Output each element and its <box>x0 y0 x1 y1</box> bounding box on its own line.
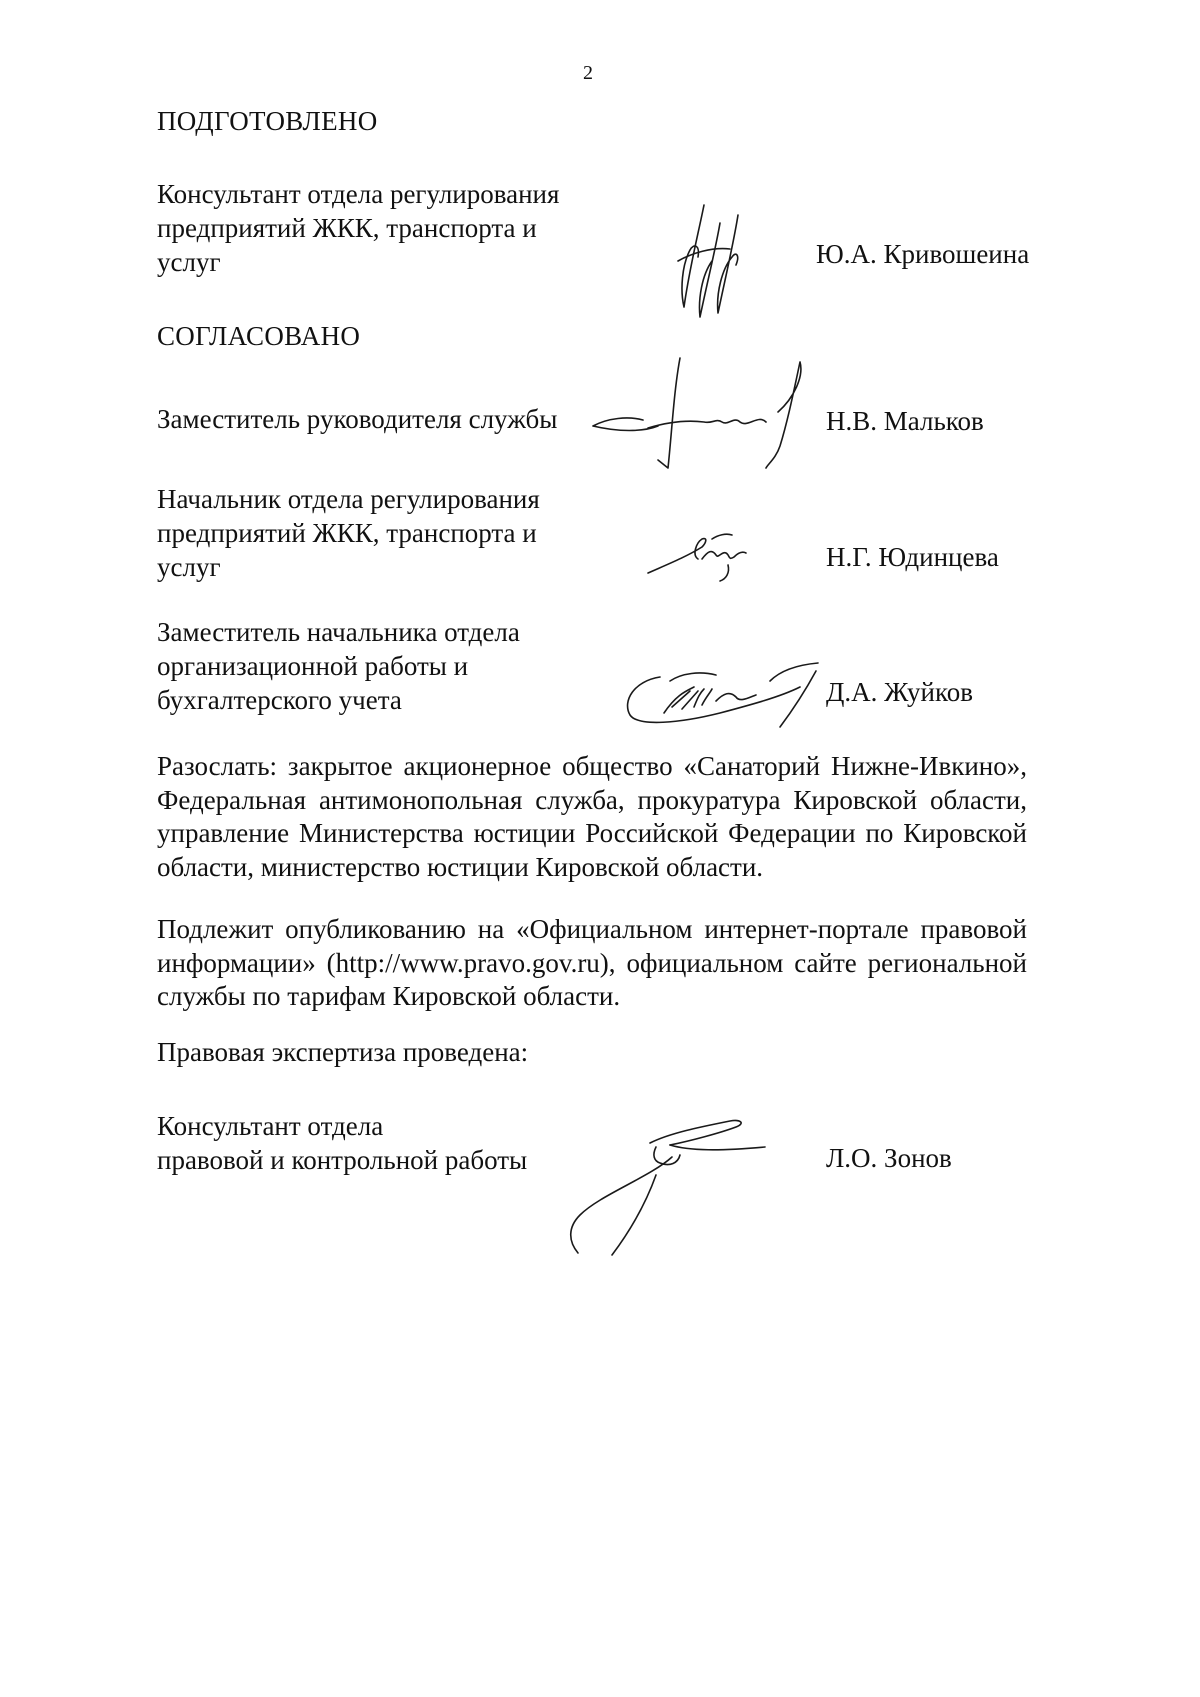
publication-line: службы по тарифам Кировской области. <box>157 981 621 1011</box>
page-number: 2 <box>583 62 593 84</box>
agreed-signer-1-block <box>157 402 557 436</box>
position-line: услуг <box>157 552 221 582</box>
prepared-signer-block <box>157 177 559 279</box>
agreed-signer-3-block <box>157 615 520 717</box>
position-line: Консультант отдела <box>157 1111 384 1141</box>
prepared-signer-name: Ю.А. Кривошеина <box>816 239 1030 269</box>
signature-zonov <box>560 1115 780 1260</box>
signature-yudintseva <box>646 525 756 585</box>
signature-kryvosheina <box>660 195 770 325</box>
position-line: Консультант отдела регулирования <box>157 179 560 209</box>
position-line: Начальник отдела регулирования <box>157 484 540 514</box>
position-line: услуг <box>157 247 221 277</box>
agreed-heading: СОГЛАСОВАНО <box>157 321 361 351</box>
distribution-line: управление Министерства юстиции Российской Федерации по Кировской <box>157 818 1027 848</box>
signature-zhuikov <box>620 657 830 732</box>
distribution-line: области, министерство юстиции Кировской области. <box>157 851 764 882</box>
agreed-signer-2-name: Н.Г. Юдинцева <box>826 542 999 572</box>
prepared-heading: ПОДГОТОВЛЕНО <box>157 106 378 136</box>
position-line: предприятий ЖКК, транспорта и <box>157 518 537 548</box>
agreed-signer-3-name: Д.А. Жуйков <box>826 677 973 707</box>
legal-review-heading: Правовая экспертиза проведена: <box>157 1037 529 1067</box>
legal-review-signer-name: Л.О. Зонов <box>826 1143 952 1173</box>
distribution-paragraph <box>157 750 1027 884</box>
agreed-signer-1-name: Н.В. Мальков <box>826 406 984 436</box>
position-line: правовой и контрольной работы <box>157 1145 528 1175</box>
publication-paragraph <box>157 913 1027 1014</box>
agreed-signer-2-block <box>157 482 540 584</box>
legal-review-signer-block <box>157 1109 527 1177</box>
position-line: предприятий ЖКК, транспорта и <box>157 213 537 243</box>
distribution-line: Разослать: закрытое акционерное общество «Санаторий Нижне-Ивкино», <box>157 751 1027 781</box>
distribution-line: Федеральная антимонопольная служба, прокуратура Кировской области, <box>157 784 1027 815</box>
publication-line: Подлежит опубликованию на «Официальном интернет-портале правовой <box>157 914 1027 944</box>
publication-line: информации» (http://www.pravo.gov.ru), официальном сайте региональной <box>157 947 1027 978</box>
position-line: организационной работы и <box>157 651 469 681</box>
signature-malkov <box>588 350 818 475</box>
position-line: Заместитель руководителя службы <box>157 404 558 434</box>
position-line: Заместитель начальника отдела <box>157 617 520 647</box>
position-line: бухгалтерского учета <box>157 685 402 715</box>
